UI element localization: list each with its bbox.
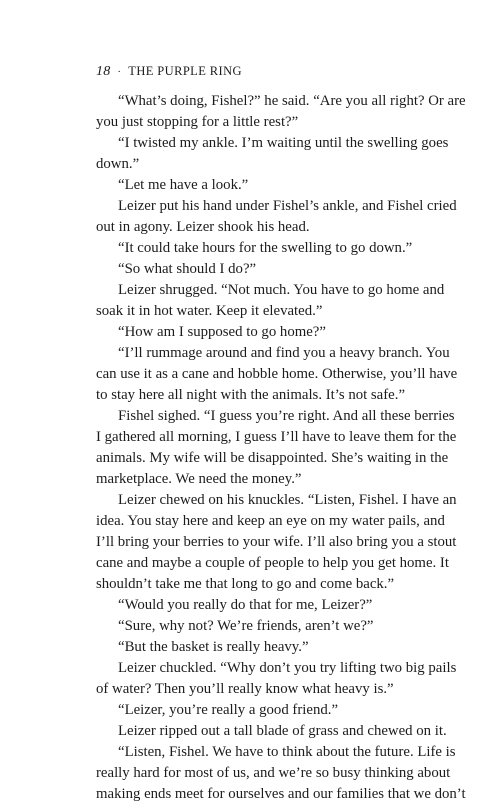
text-line: “Sure, why not? We’re friends, aren’t we?” [118,618,374,634]
text-line: “Would you really do that for me, Leizer?” [118,597,373,613]
text-line: making ends meet for ourselves and our families that we don’t [96,786,466,802]
text-line: “But the basket is really heavy.” [118,639,309,655]
text-line: “I twisted my ankle. I’m waiting until the swelling goes [118,135,449,151]
page-number: 18 [96,64,111,79]
text-line: of water? Then you’ll really know what heavy is.” [96,681,394,697]
text-line: “So what should I do?” [118,261,257,277]
text-line: to stay here all night with the animals. It’s not safe.” [96,387,406,403]
text-line: out in agony. Leizer shook his head. [96,219,310,235]
header-separator: · [117,66,122,78]
text-line: Leizer chewed on his knuckles. “Listen, Fishel. I have an [118,492,457,508]
text-line: really hard for most of us, and we’re so busy thinking about [96,765,451,781]
text-line: animals. My wife will be disappointed. She’s waiting in the [96,450,449,466]
book-title: THE PURPLE RING [128,64,242,78]
text-line: idea. You stay here and keep an eye on my water pails, and [96,513,445,529]
text-line: “What’s doing, Fishel?” he said. “Are you all right? Or are [118,93,466,109]
text-line: soak it in hot water. Keep it elevated.” [96,303,323,319]
text-line: marketplace. We need the money.” [96,471,302,487]
running-head [96,64,242,80]
text-line: down.” [96,156,140,172]
text-line: Leizer chuckled. “Why don’t you try lifting two big pails [118,660,457,676]
text-line: Leizer ripped out a tall blade of grass and chewed on it. [118,723,447,739]
text-line: I’ll bring your berries to your wife. I’ll also bring you a stout [96,534,457,550]
text-line: “I’ll rummage around and find you a heavy branch. You [118,345,450,361]
text-line: you just stopping for a little rest?” [96,114,299,130]
text-line: “How am I supposed to go home?” [118,324,326,340]
text-line: “Listen, Fishel. We have to think about the future. Life is [118,744,456,760]
text-line: “It could take hours for the swelling to go down.” [118,240,413,256]
text-line: Fishel sighed. “I guess you’re right. And all these berries [118,408,455,424]
text-line: “Leizer, you’re really a good friend.” [118,702,339,718]
text-line: cane and maybe a couple of people to help you get home. It [96,555,449,571]
text-line: Leizer shrugged. “Not much. You have to go home and [118,282,445,298]
text-line: shouldn’t take me that long to go and come back.” [96,576,395,592]
text-line: “Let me have a look.” [118,177,249,193]
body-text [96,91,466,805]
text-line: Leizer put his hand under Fishel’s ankle, and Fishel cried [118,198,457,214]
text-line: can use it as a cane and hobble home. Otherwise, you’ll have [96,366,458,382]
text-line: I gathered all morning, I guess I’ll have to leave them for the [96,429,457,445]
